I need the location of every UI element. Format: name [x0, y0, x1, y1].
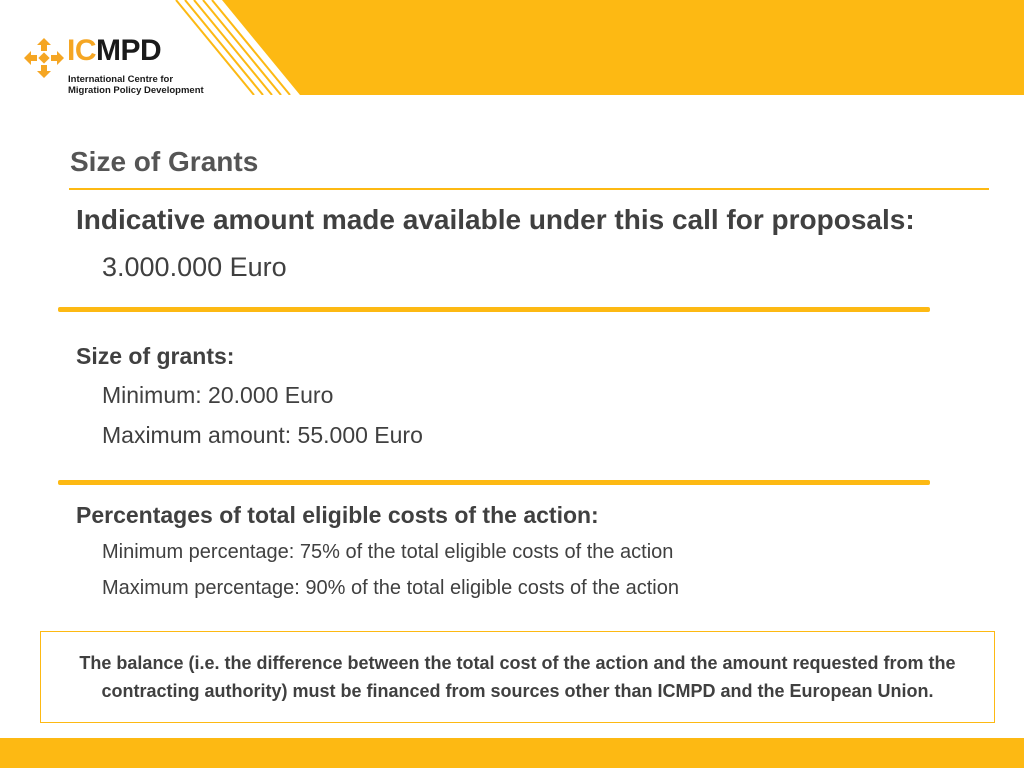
section2-min: Minimum: 20.000 Euro: [102, 382, 334, 408]
section3-min: Minimum percentage: 75% of the total eligible costs of the action: [102, 541, 674, 563]
section1-heading: Indicative amount made available under this call for proposals:: [76, 204, 915, 235]
footer-banner: [0, 738, 1024, 768]
section1-divider: [58, 307, 930, 312]
logo-subtitle-line1: International Centre for: [68, 74, 174, 85]
logo-subtitle-line2: Migration Policy Development: [68, 85, 204, 96]
logo-subtitle: [68, 74, 204, 96]
section2-heading: Size of grants:: [76, 343, 235, 369]
section1-value: 3.000.000 Euro: [102, 252, 287, 282]
compass-arrows-icon: [24, 38, 64, 78]
slide-title: Size of Grants: [70, 146, 259, 177]
icmpd-logo: [24, 36, 204, 100]
section3-max: Maximum percentage: 90% of the total eligible costs of the action: [102, 577, 679, 599]
balance-note-box: [40, 631, 995, 723]
section2-max: Maximum amount: 55.000 Euro: [102, 422, 423, 448]
logo-wordmark: ICMPD: [67, 34, 162, 67]
title-divider: [69, 188, 989, 190]
balance-note-text: The balance (i.e. the difference between the total cost of the action and the amount requested from the contracting authority) must be financed from sources other than ICMPD and the European Union.: [79, 653, 956, 701]
section3-heading: Percentages of total eligible costs of the action:: [76, 502, 599, 528]
section2-divider: [58, 480, 930, 485]
